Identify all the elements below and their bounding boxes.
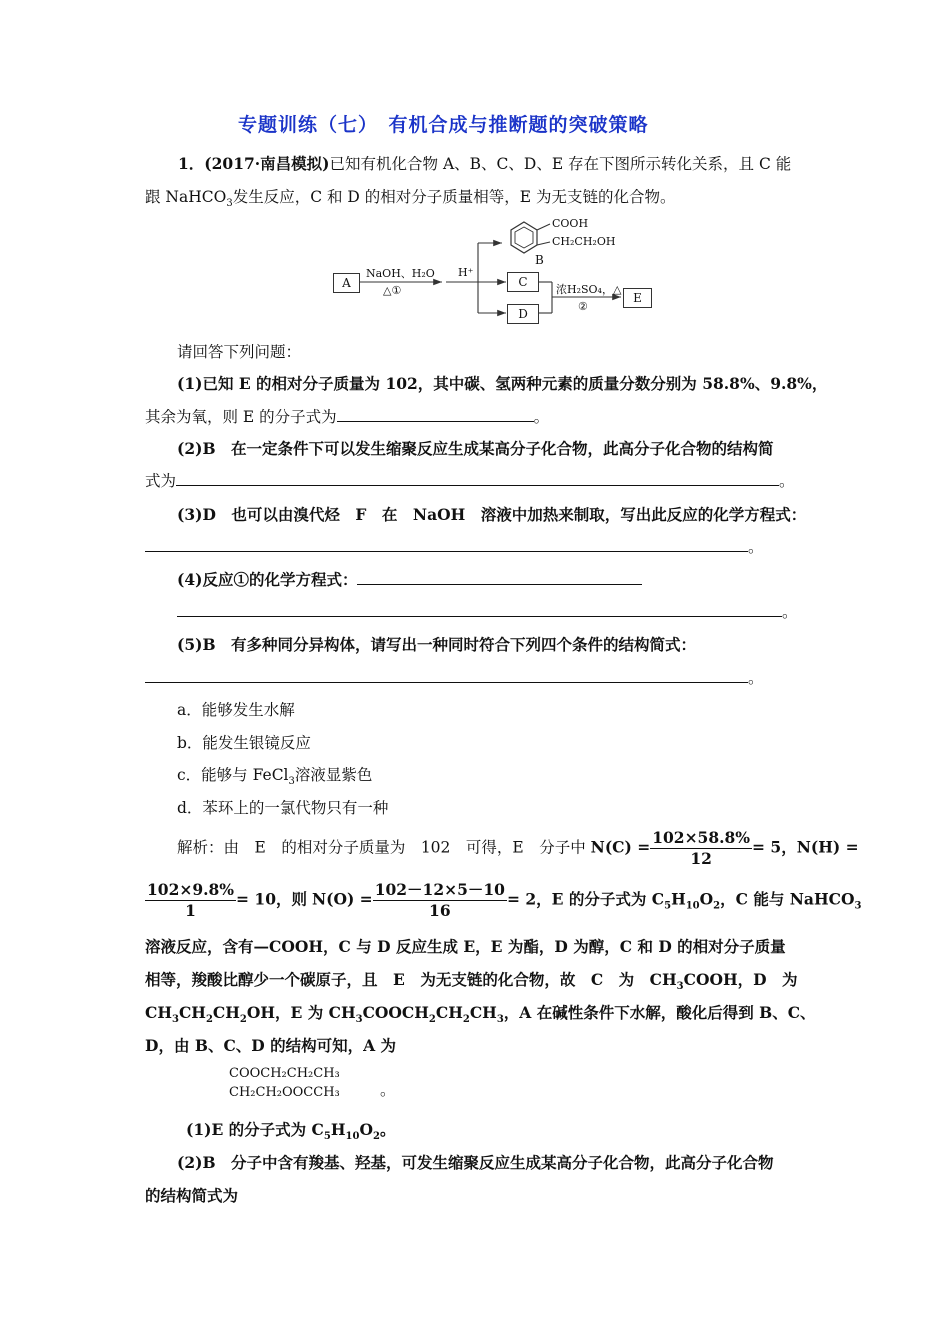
q4-line2: 。 [177,600,798,622]
fraction-nc: $\frac{102\times 58.8\%}{12}$ [652,828,751,868]
benzene-ring-b [511,222,550,253]
q3-line1: (3)D 也可以由溴代烃 F 在 NaOH 溶液中加热来制取，写出此反应的化学方程式： [177,505,807,524]
arrow1-reagent: NaOH、H₂O [366,267,435,280]
prompt-text: 请回答下列问题： [177,343,302,361]
q3-line2: 。 [145,535,764,557]
q3-answer-blank[interactable] [145,536,748,552]
arrow2-reagent: 浓H₂SO₄，△ [556,283,622,296]
compound-c-box: C [507,272,539,292]
q4-answer-blank-2[interactable] [177,601,782,617]
arrow1-condition: △① [383,284,402,297]
condition-c: c．能够与 FeCl$_3$溶液显紫色 [177,766,373,788]
fraction-no: $\frac{102-12\times 5-10}{16}$ [374,880,505,920]
fraction-nh: $\frac{102\times 9.8\%}{1}$ [147,880,235,920]
q4-line1: (4)反应①的化学方程式： [177,568,642,590]
compound-a-box: A [333,273,360,293]
compound-b-label: B [535,253,544,267]
q5-line2: 。 [145,666,764,688]
structure-a-end: 。 [380,1081,396,1099]
condition-d: d．苯环上的一氯代物只有一种 [177,799,389,817]
condition-b: b．能发生银镜反应 [177,734,311,752]
answer-1: (1)E 的分子式为 $C_5H_{10}O_2$。 [186,1120,396,1143]
answer-2-line1: (2)B 分子中含有羧基、羟基，可发生缩聚反应生成某高分子化合物，此高分子化合物 [177,1153,774,1172]
structure-a-bottom: CH₂CH₂OOCCH₃ [229,1085,340,1100]
analysis-line5: $CH_3CH_2CH_2OH$，E 为 $CH_3COOCH_2CH_2CH_3$，A 在碱性条件下水解，酸化后得到 B、C、 [145,1003,816,1026]
q2-line1: (2)B 在一定条件下可以发生缩聚反应生成某高分子化合物，此高分子化合物的结构简 [177,439,774,458]
b-ch2ch2oh-group: CH₂CH₂OH [552,235,616,248]
diagram-lines [0,0,950,340]
page-title: 专题训练（七） 有机合成与推断题的突破策略 [238,114,649,136]
compound-d-box: D [507,304,539,324]
answer-2-line2: 的结构简式为 [145,1186,239,1205]
arrow2-condition: ② [578,300,588,313]
acid-label: H⁺ [458,266,474,279]
question-text: 已知有机化合物 A、B、C、D、E 存在下图所示转化关系，且 C 能 [329,155,792,173]
reaction-diagram [0,0,950,340]
analysis-line2: $\frac{102\times 9.8\%}{1}$ = 10，则 N(O) = $\frac{102-12\times 5-10}{16}$ = 2，E 的分子式为 $C_5H_{10}O_2$，C 能与 NaHCO$_3$ [147,880,862,920]
q1-line1: (1)已知 E 的相对分子质量为 102，其中碳、氢两种元素的质量分数分别为 58.8%、9.8%， [177,374,828,393]
q2-answer-blank[interactable] [176,470,779,486]
compound-e-box: E [623,288,652,308]
q5-line1: (5)B 有多种同分异构体，请写出一种同时符合下列四个条件的结构简式： [177,635,697,654]
analysis-line3: 溶液反应，含有—COOH，C 与 D 反应生成 E，E 为酯，D 为醇，C 和 D 的相对分子质量 [145,937,786,956]
question-number: 1． [178,154,205,173]
q4-answer-blank-1[interactable] [357,569,642,585]
analysis-line1: 解析：由 E 的相对分子质量为 102 可得，E 分子中 N(C) = $\frac{102\times 58.8\%}{12}$ = 5，N(H) = [177,828,859,868]
condition-a: a．能够发生水解 [177,701,295,719]
structure-a-top: COOCH₂CH₂CH₃ [229,1066,340,1081]
b-cooh-group: COOH [552,217,589,230]
analysis-line6: D，由 B、C、D 的结构可知，A 为 [145,1036,397,1055]
q1-answer-blank[interactable] [337,406,534,422]
q5-answer-blank[interactable] [145,667,748,683]
q2-line2: 式为 。 [145,472,795,490]
analysis-line4: 相等，羧酸比醇少一个碳原子，且 E 为无支链的化合物，故 C 为 $CH_3COOH$，D 为 [145,970,798,993]
question-source: (2017·南昌模拟) [204,154,330,173]
question-intro-line2: 跟 NaHCO$_3$发生反应，C 和 D 的相对分子质量相等，E 为无支链的化合物。 [145,188,676,210]
q1-line2: 其余为氧，则 E 的分子式为 。 [145,408,550,426]
